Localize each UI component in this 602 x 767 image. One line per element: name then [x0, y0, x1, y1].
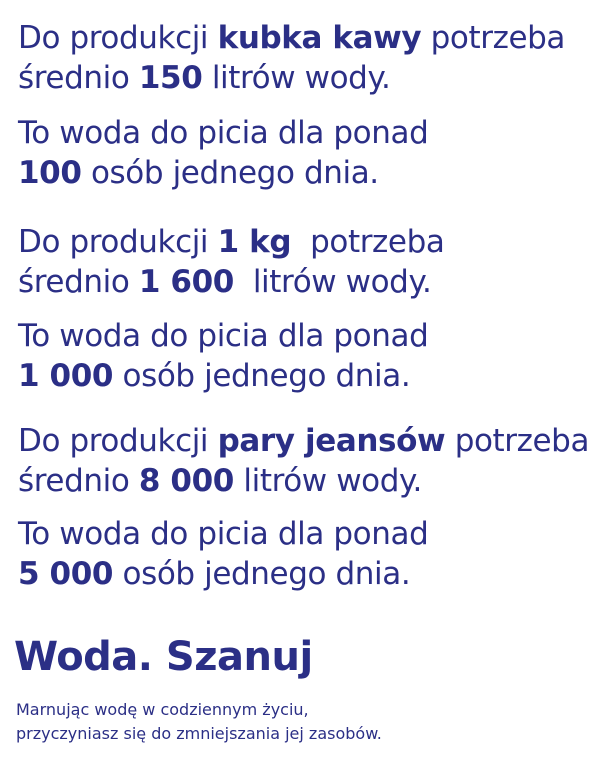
campaign-title: Woda. Szanuj: [14, 634, 313, 680]
fact-line: Do produkcji kubka kawy potrzeba: [18, 20, 566, 56]
highlight-product: 1 kg: [217, 224, 292, 260]
highlight-liters: 8 000: [138, 463, 234, 499]
highlight-people: 100: [18, 155, 82, 191]
footnote-line: przyczyniasz się do zmniejszania jej zasobów.: [16, 724, 382, 743]
highlight-people: 5 000: [18, 556, 114, 592]
campaign-footnote: [16, 698, 382, 746]
highlight-people: 1 000: [18, 358, 114, 394]
fact-line: To woda do picia dla ponad: [18, 318, 429, 354]
fact-line: średnio 1 600 litrów wody.: [18, 264, 432, 300]
fact-coffee-production: [18, 18, 565, 98]
fact-line: średnio 150 litrów wody.: [18, 60, 391, 96]
footnote-line: Marnując wodę w codziennym życiu,: [16, 700, 309, 719]
highlight-product: pary jeansów: [217, 423, 446, 459]
highlight-product: kubka kawy: [217, 20, 422, 56]
fact-line: 100 osób jednego dnia.: [18, 155, 379, 191]
fact-line: średnio 8 000 litrów wody.: [18, 463, 422, 499]
fact-line: To woda do picia dla ponad: [18, 115, 429, 151]
fact-line: 5 000 osób jednego dnia.: [18, 556, 411, 592]
fact-kg-production: [18, 222, 444, 302]
fact-line: Do produkcji 1 kg potrzeba: [18, 224, 445, 260]
fact-coffee-equivalent: [18, 113, 428, 193]
fact-line: Do produkcji pary jeansów potrzeba: [18, 423, 590, 459]
fact-jeans-production: [18, 421, 589, 501]
highlight-liters: 150: [138, 60, 203, 96]
fact-jeans-equivalent: [18, 514, 428, 594]
highlight-liters: 1 600: [138, 264, 234, 300]
fact-kg-equivalent: [18, 316, 428, 396]
fact-line: To woda do picia dla ponad: [18, 516, 429, 552]
fact-line: 1 000 osób jednego dnia.: [18, 358, 411, 394]
